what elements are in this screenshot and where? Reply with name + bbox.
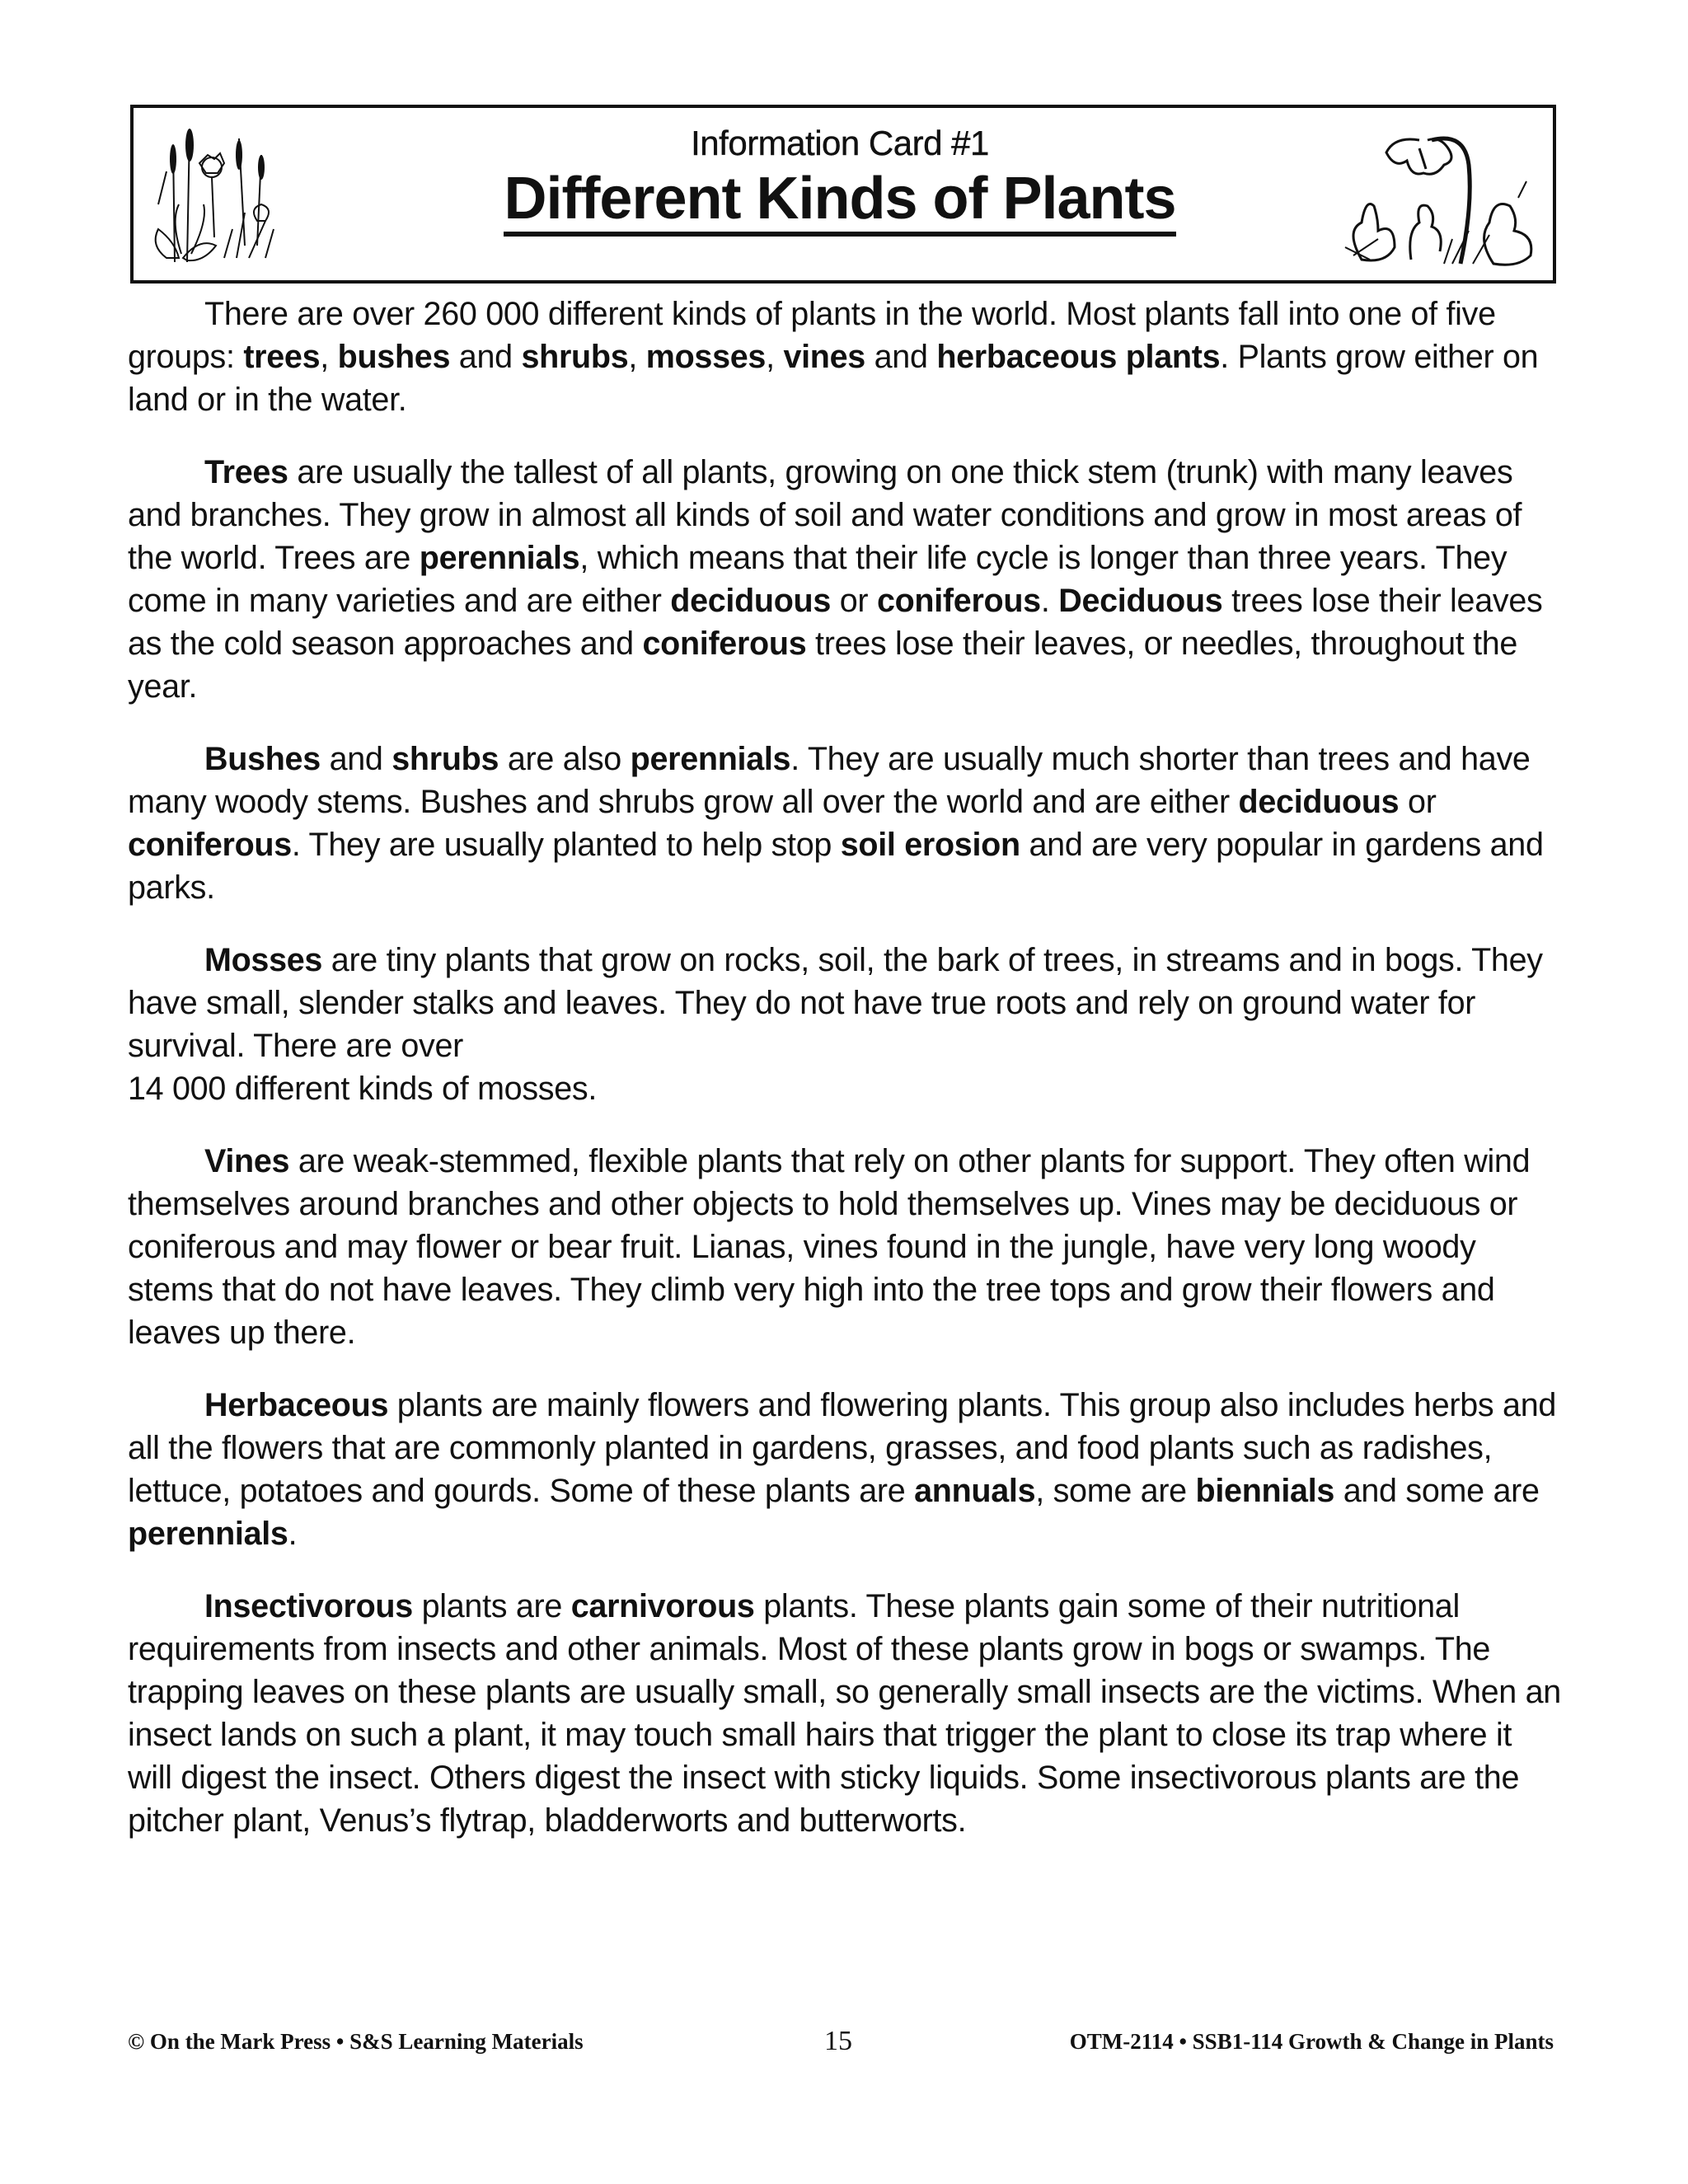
text-segment: and are very popular in gardens and parks. xyxy=(128,827,1544,906)
key-term: Mosses xyxy=(204,942,323,978)
page-title xyxy=(0,165,1688,237)
key-term: deciduous xyxy=(670,583,832,619)
key-term: annuals xyxy=(914,1473,1036,1509)
text-segment: There are over 260 000 different kinds of plants in the world. Most plants fall into one of five groups: xyxy=(128,296,1496,375)
key-term: mosses xyxy=(645,339,767,375)
text-segment: , xyxy=(320,339,338,375)
key-term: carnivorous xyxy=(570,1588,755,1624)
text-segment: , xyxy=(628,339,646,375)
product-code: OTM-2114 • SSB1-114 Growth & Change in Plants xyxy=(1069,2029,1554,2054)
text-segment: are also xyxy=(499,741,631,777)
text-segment: , which means that their life cycle is longer than three years. They come in many varieties and are either xyxy=(128,540,1507,619)
text-segment: 14 000 different kinds of mosses. xyxy=(128,1071,598,1107)
article-body xyxy=(128,293,1562,1872)
key-term: coniferous xyxy=(876,583,1041,619)
key-term: soil erosion xyxy=(840,827,1020,863)
paragraph-bushes xyxy=(128,738,1562,909)
key-term: Herbaceous xyxy=(204,1387,389,1423)
text-segment: , xyxy=(766,339,784,375)
text-segment: and xyxy=(450,339,522,375)
text-segment: or xyxy=(831,583,877,619)
text-segment: are tiny plants that grow on rocks, soil, the bark of trees, in streams and in bogs. They have small, slender stalks and leaves. They do not have true roots and rely on ground water for survival. There are over xyxy=(128,942,1543,1064)
key-term: Trees xyxy=(204,454,288,490)
paragraph-intro xyxy=(128,293,1562,421)
key-term: shrubs xyxy=(521,339,629,375)
text-segment: . xyxy=(1040,583,1059,619)
key-term: Bushes xyxy=(204,741,321,777)
key-term: deciduous xyxy=(1238,784,1400,820)
key-term: perennials xyxy=(630,741,791,777)
page-title-text: Different Kinds of Plants xyxy=(504,166,1175,237)
paragraph-herbaceous xyxy=(128,1384,1562,1555)
page-footer xyxy=(128,2026,1554,2062)
text-segment: . They are usually planted to help stop xyxy=(291,827,841,863)
paragraph-insectivorous xyxy=(128,1585,1562,1842)
text-segment: and some are xyxy=(1334,1473,1540,1509)
text-segment: and xyxy=(865,339,937,375)
text-segment: plants. These plants gain some of their nutritional requirements from insects and other animals. Most of these plants grow in bogs or swamps. The trapping leaves on these plants are usually small, so generally small insects are the victims. When an insect lands on such a plant, it may touch small hairs that trigger the plant to close its trap where it will digest the insect. Others digest the insect with sticky liquids. Some insectivorous plants are the pitcher plant, Venus’s flytrap, bladderworts and butterworts. xyxy=(128,1588,1561,1839)
key-term: coniferous xyxy=(642,626,807,662)
card-label-text: Information Card #1 xyxy=(691,124,989,162)
key-term: coniferous xyxy=(128,827,292,863)
key-term: perennials xyxy=(419,540,580,576)
key-term: herbaceous plants xyxy=(936,339,1221,375)
text-segment: , some are xyxy=(1035,1473,1196,1509)
text-segment: or xyxy=(1399,784,1437,820)
page-number: 15 xyxy=(824,2026,852,2056)
text-segment: are weak-stemmed, flexible plants that rely on other plants for support. They often wind themselves around branches and other objects to hold themselves up. Vines may be deciduous or coniferous and may flower or bear fruit. Lianas, vines found in the jungle, have very long woody stems that do not have leaves. They climb very high into the tree tops and grow their flowers and leaves up there. xyxy=(128,1143,1531,1351)
text-segment: . xyxy=(288,1516,298,1552)
text-segment: and xyxy=(320,741,392,777)
publisher-credit: © On the Mark Press • S&S Learning Materials xyxy=(128,2029,584,2054)
key-term: vines xyxy=(783,339,865,375)
key-term: bushes xyxy=(337,339,451,375)
key-term: shrubs xyxy=(392,741,499,777)
key-term: Vines xyxy=(204,1143,290,1179)
text-segment: . Plants grow either on land or in the water. xyxy=(128,339,1539,418)
key-term: biennials xyxy=(1195,1473,1335,1509)
text-segment: trees lose their leaves, or needles, throughout the year. xyxy=(128,626,1518,705)
paragraph-trees xyxy=(128,451,1562,708)
key-term: Insectivorous xyxy=(204,1588,413,1624)
key-term: perennials xyxy=(128,1516,288,1552)
text-segment: trees lose their leaves as the cold season approaches and xyxy=(128,583,1543,662)
text-segment: plants are mainly flowers and flowering plants. This group also includes herbs and all the flowers that are commonly planted in gardens, grasses, and food plants such as radishes, lettuce, potatoes and gourds. Some of these plants are xyxy=(128,1387,1557,1509)
key-term: Deciduous xyxy=(1058,583,1223,619)
text-segment: . They are usually much shorter than trees and have many woody stems. Bushes and shrubs grow all over the world and are either xyxy=(128,741,1531,820)
card-label xyxy=(0,124,1688,163)
paragraph-mosses xyxy=(128,939,1562,1110)
text-segment: are usually the tallest of all plants, growing on one thick stem (trunk) with many leaves and branches. They grow in almost all kinds of soil and water conditions and grow in most areas of the world. Trees are xyxy=(128,454,1522,576)
text-segment: plants are xyxy=(412,1588,571,1624)
key-term: trees xyxy=(243,339,321,375)
paragraph-vines xyxy=(128,1140,1562,1354)
